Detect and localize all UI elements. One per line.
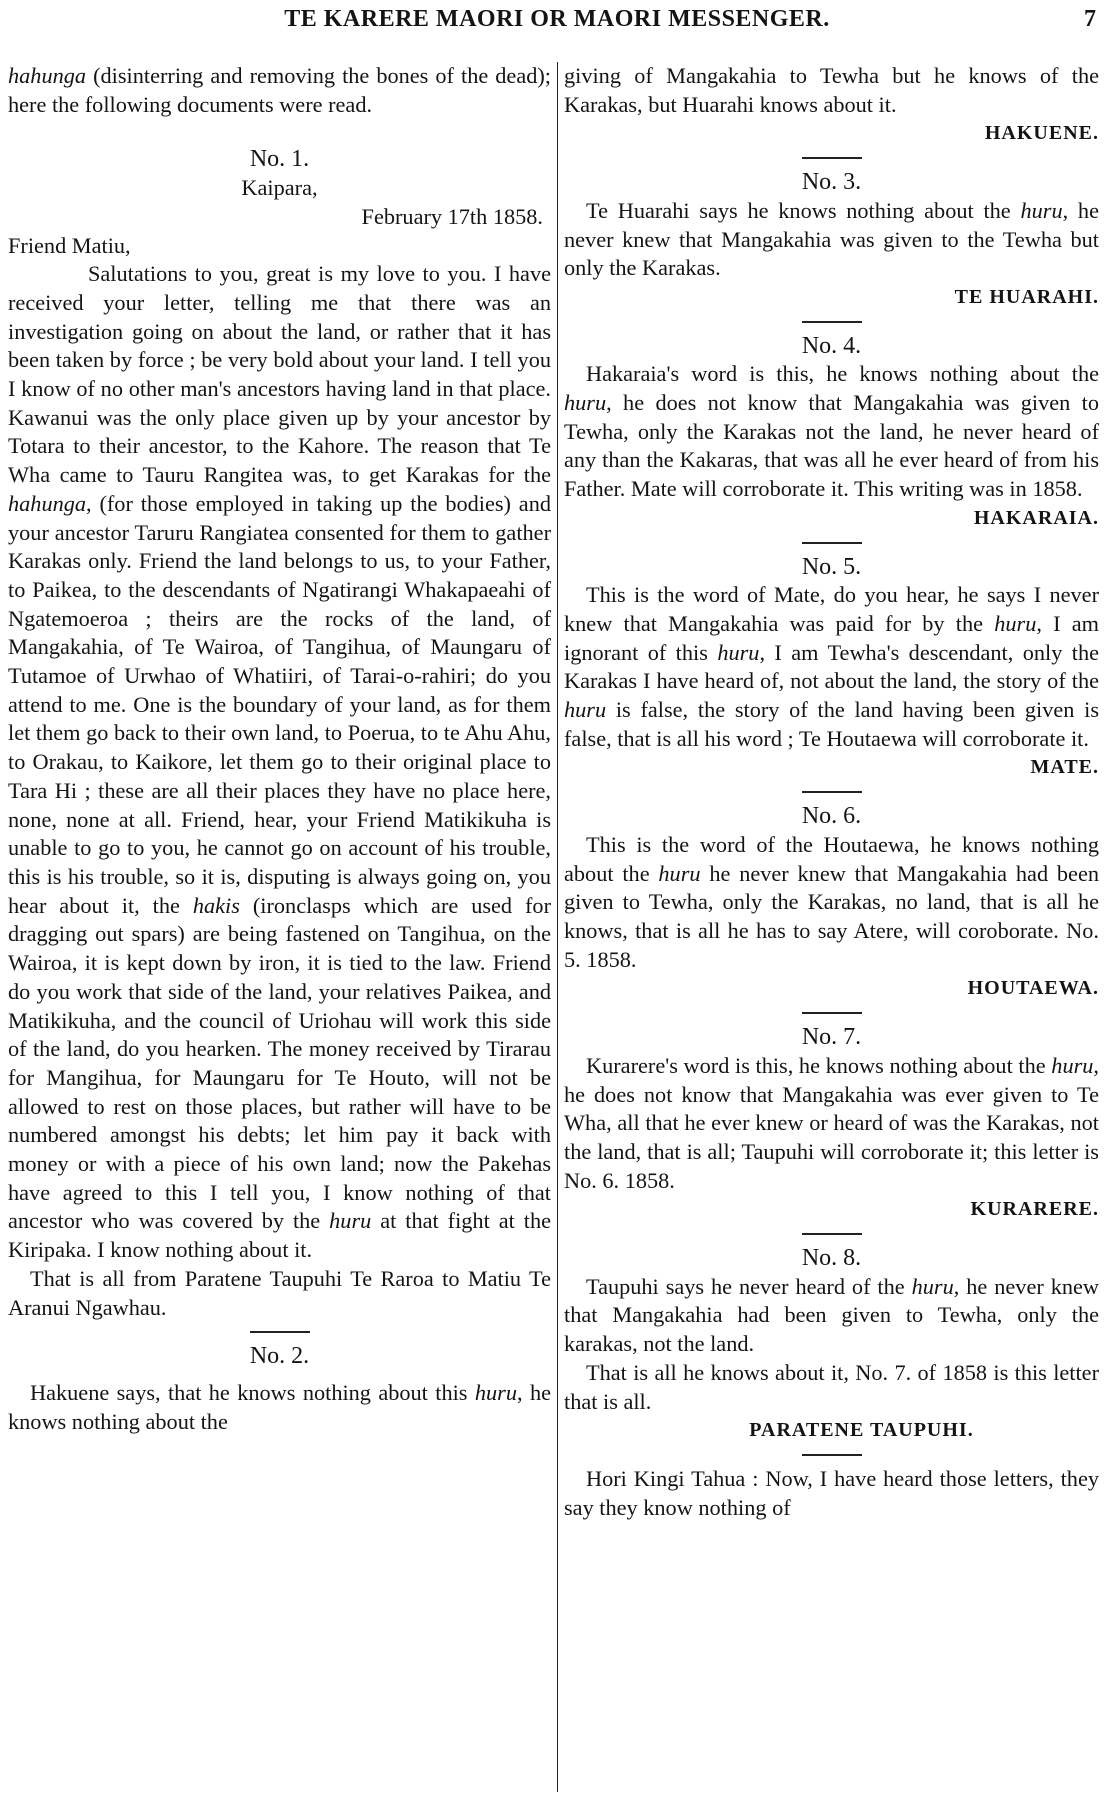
term-hahunga-2: hahunga	[8, 490, 87, 516]
masthead-title: TE KARERE MAORI OR MAORI MESSENGER.	[284, 6, 830, 32]
document-no6-heading: No. 6.	[801, 803, 862, 830]
document-no3-heading: No. 3.	[801, 169, 862, 196]
term-huru: huru	[329, 1208, 372, 1234]
signature-te-huarahi: TE HUARAHI.	[954, 285, 1099, 308]
signature-mate: MATE.	[1030, 756, 1099, 779]
document-no7-heading: No. 7.	[801, 1024, 862, 1051]
section-rule	[802, 157, 862, 159]
section-rule	[802, 1454, 862, 1456]
document-no8-closing: That is all he knows about it, No. 7. of 1858 is this letter that is all.	[564, 1359, 1099, 1414]
page-number: 7	[1084, 6, 1096, 32]
section-rule	[802, 542, 862, 544]
document-no8-text: Taupuhi says he never heard of the huru, he never knew that Mangakahia had been given to Tewha, only the karakas, not the land.	[564, 1273, 1099, 1357]
section-rule	[802, 791, 862, 793]
column-divider	[557, 62, 558, 1792]
letter-salutation: Friend Matiu,	[8, 232, 131, 258]
document-no4-heading: No. 4.	[801, 332, 862, 359]
signature-houtaewa: HOUTAEWA.	[967, 977, 1099, 1000]
signature-hakuene: HAKUENE.	[984, 122, 1099, 145]
document-no8-heading: No. 8.	[801, 1245, 862, 1272]
document-no3-text: Te Huarahi says he knows nothing about the huru, he never knew that Mangakahia was given to the Tewha but only the Karakas.	[564, 197, 1099, 281]
section-rule	[250, 1331, 310, 1333]
document-no5-text: This is the word of Mate, do you hear, he says I never knew that Mangakahia was paid for by the huru, I am ignorant of this huru, I am Tewha's descendant, only the Karakas I have heard of, not about the land, the story of the huru is false, the story of the land having been given is false, that is all his word ; Te Houtaewa will corroborate it.	[564, 582, 1100, 751]
signature-hakaraia: HAKARAIA.	[973, 506, 1099, 529]
letter-closing: That is all from Paratene Taupuhi Te Raroa to Matiu Te Aranui Ngawhau.	[8, 1265, 551, 1320]
section-rule	[802, 1233, 862, 1235]
hori-kingi-statement: Hori Kingi Tahua : Now, I have heard those letters, they say they know nothing of	[564, 1465, 1099, 1520]
document-no5-heading: No. 5.	[801, 553, 862, 580]
letter-body: Salutations to you, great is my love to you. I have received your letter, telling me that there was an investigation going on about the land, or rather that it has been taken by force ; be very bold about your land. I tell you I know of no other man's ancestors having land in that place. Kawanui was the only place given up by your ancestor by Totara to their ancestor, to the Kahore. The reason that Te Wha came to Tauru Rangitea was, to get Karakas for the hahunga, (for those employed in taking up the bodies) and your ancestor Taruru Rangiatea consented for them to gather Karakas only. Friend the land belongs to us, to your Father, to Paikea, to the descendants of Ngatirangi Whakapaeahi of Ngatemoeroa ; theirs are the rocks of the land, of Mangakahia, of Te Wairoa, of Tangihua, of Maungaru of Tutamoe of Urwhao of Whatiiri, of Tarai-o-rahiri; do you attend to me. One is the boundary of your land, as for them let them go back to their own land, to Poerua, to te Ahu Ahu, to Orakau, to Kaikore, let them go to their original place to Tara Hi ; these are all their places they have no place here, none, none at all. Friend, hear, your Friend Matikikuha is unable to go to you, he cannot go on account of his trouble, this is his trouble, so it is, disputing is always going on, you hear about it, the hakis (ironclasps which are used for dragging out spars) are being fastened on Tangihua, on the Wairoa, it is kept down by iron, it is tied to the law. Friend do you work that side of the land, your relatives Paikea, and Matikikuha, and the council of Uriohau will work this side of the land, do you hearken. The money received by Tirarau for Mangihua, for Maungaru for Te Houto, will not be allowed to rest on those places, but rather will have to be numbered amongst his debts; let him pay it back with money or with a piece of his own land; now the Pakehas have agreed to this I tell you, I know nothing of that ancestor who was covered by the huru at that fight at the Kiripaka. I know nothing about it.	[8, 261, 551, 1263]
document-no2-heading: No. 2.	[249, 1343, 310, 1370]
letter-place: Kaipara,	[241, 175, 318, 201]
document-no7-text: Kurarere's word is this, he knows nothing about the huru, he does not know that Mangakahia was ever given to Te Wha, all that he ever knew or heard of was the Karakas, not the land, that is all; Taupuhi will corroborate it; this letter is No. 6. 1858.	[564, 1052, 1099, 1193]
document-no4-text: Hakaraia's word is this, he knows nothing about the huru, he does not know that Mangakahia was given to Tewha, only the Karakas not the land, he never heard of any than the Kakaras, that was all he ever heard of from his Father. Mate will corroborate it. This writing was in 1858.	[564, 361, 1099, 502]
left-column	[8, 62, 551, 1436]
document-no1-heading: No. 1.	[249, 146, 310, 173]
page-header	[0, 6, 1114, 46]
right-column	[564, 62, 1099, 1522]
document-no2-text: Hakuene says, that he knows nothing about this huru, he knows nothing about the	[8, 1379, 551, 1434]
intro-paragraph: hahunga (disinterring and removing the bones of the dead); here the following documents were read.	[8, 63, 551, 117]
letter-date: February 17th 1858.	[361, 203, 543, 229]
continued-text: giving of Mangakahia to Tewha but he knows of the Karakas, but Huarahi knows about it.	[564, 63, 1099, 117]
signature-paratene-taupuhi: PARATENE TAUPUHI.	[749, 1419, 974, 1442]
section-rule	[802, 321, 862, 323]
term-hahunga: hahunga	[8, 63, 87, 88]
section-rule	[802, 1012, 862, 1014]
term-hakis: hakis	[192, 892, 240, 918]
signature-kurarere: KURARERE.	[970, 1198, 1099, 1221]
document-no6-text: This is the word of the Houtaewa, he knows nothing about the huru he never knew that Mangakahia had been given to Tewha, only the Karakas, no land, that is all he knows, that is all he has to say Atere, will coroborate. No. 5. 1858.	[564, 831, 1099, 972]
